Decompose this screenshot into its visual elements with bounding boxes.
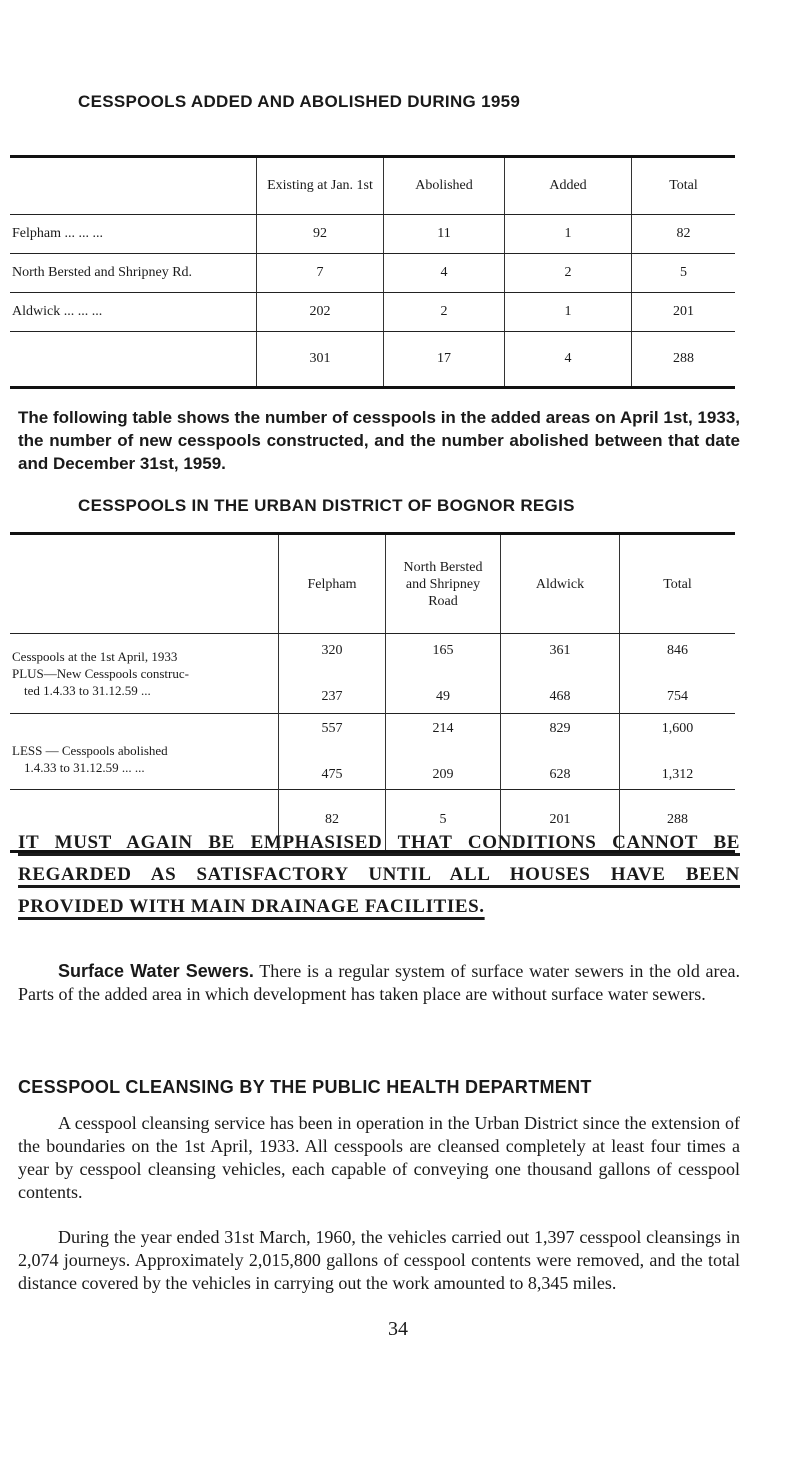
table-cesspools-added-abolished (10, 155, 735, 389)
cell-value: 468 (549, 688, 571, 704)
cell-value: 754 (667, 688, 688, 704)
row-label-line: PLUS—New Cesspools construc- (12, 666, 189, 681)
cell-existing: 92 (257, 215, 384, 254)
cell-north-bersted (386, 634, 501, 714)
row-label: Felpham ... ... ... (10, 215, 257, 254)
total-aldwick: 201 (501, 790, 620, 852)
cell-value: 829 (549, 720, 571, 736)
cell-value: 209 (432, 766, 454, 782)
header-total: Total (632, 157, 736, 215)
table-row (10, 215, 735, 254)
section-title-added-abolished: CESSPOOLS ADDED AND ABOLISHED DURING 1959 (78, 92, 521, 111)
total-abolished: 17 (384, 332, 505, 388)
row-label-line: ted 1.4.33 to 31.12.59 ... (24, 683, 151, 698)
header-blank (10, 534, 279, 634)
page-number: 34 (388, 1318, 408, 1340)
header-existing: Existing at Jan. 1st (257, 157, 384, 215)
header-north-bersted (386, 534, 501, 634)
header-abolished: Abolished (384, 157, 505, 215)
total-total: 288 (632, 332, 736, 388)
cell-value: 557 (321, 720, 343, 736)
cell-abolished: 4 (384, 254, 505, 293)
total-existing: 301 (257, 332, 384, 388)
cell-added: 2 (505, 254, 632, 293)
intro-paragraph: The following table shows the number of cesspools in the added areas on April 1st, 1933, the number of new cesspools constructed, and the number abolished between that date and December 31st, 1959. (18, 408, 740, 473)
year-summary-paragraph: During the year ended 31st March, 1960, the vehicles carried out 1,397 cesspool cleansings in 2,074 journeys. Approximately 2,015,800 gallons of cesspool contents were removed, and the total distance covered by the vehicles in carrying out the work amounted to 8,345 miles. (18, 1227, 740, 1293)
header-added: Added (505, 157, 632, 215)
table-header-row (10, 534, 735, 634)
section-title-bognor-regis: CESSPOOLS IN THE URBAN DISTRICT OF BOGNOR REGIS (78, 496, 575, 515)
cell-north-bersted (386, 714, 501, 790)
header-north-bersted-text: North Bersted and Shripney Road (403, 559, 483, 609)
surface-water-text: There is a regular system of surface water sewers in the old area. Parts of the added area in which development has taken place are without surface water sewers. (18, 961, 741, 1004)
cell-value: 165 (432, 642, 454, 658)
cell-total (620, 714, 736, 790)
cell-value: 846 (667, 642, 688, 658)
table-cesspools-bognor-regis (10, 532, 735, 853)
cell-value: 320 (321, 642, 343, 658)
cell-aldwick (501, 714, 620, 790)
table-header-row (10, 157, 735, 215)
cell-abolished: 11 (384, 215, 505, 254)
row-label-line: 1.4.33 to 31.12.59 ... ... (24, 759, 145, 775)
cell-total (620, 634, 736, 714)
cell-existing: 202 (257, 293, 384, 332)
table-row (10, 293, 735, 332)
cell-added: 1 (505, 293, 632, 332)
table-totals-row (10, 332, 735, 388)
cell-abolished: 2 (384, 293, 505, 332)
totals-label-blank (10, 332, 257, 388)
cell-aldwick (501, 634, 620, 714)
row-label-less-abolished (10, 714, 279, 790)
row-label-existing-plus-new (10, 634, 279, 714)
cell-value: 628 (549, 766, 571, 782)
table-row (10, 714, 735, 790)
table-row (10, 634, 735, 714)
surface-water-paragraph (18, 960, 740, 1006)
cell-value: 1,312 (661, 766, 694, 782)
section-title-cleansing: CESSPOOL CLEANSING BY THE PUBLIC HEALTH DEPARTMENT (18, 1077, 592, 1097)
cell-value: 1,600 (661, 720, 694, 736)
cell-value: 237 (321, 688, 343, 704)
header-aldwick: Aldwick (501, 534, 620, 634)
row-label: North Bersted and Shripney Rd. (10, 254, 257, 293)
cell-value: 49 (436, 688, 450, 704)
row-label: Aldwick ... ... ... (10, 293, 257, 332)
cell-felpham (279, 634, 386, 714)
cell-total: 5 (632, 254, 736, 293)
cell-total: 82 (632, 215, 736, 254)
total-added: 4 (505, 332, 632, 388)
total-north-bersted: 5 (386, 790, 501, 852)
total-felpham: 82 (279, 790, 386, 852)
row-label-line: Cesspools at the 1st April, 1933 (12, 649, 178, 664)
cell-value: 475 (321, 766, 343, 782)
header-blank (10, 157, 257, 215)
cell-total: 201 (632, 293, 736, 332)
cell-value: 361 (549, 642, 571, 658)
row-label-line: LESS — Cesspools abolished (12, 742, 168, 758)
table-row (10, 254, 735, 293)
surface-water-title: Surface Water Sewers. (58, 961, 254, 981)
header-total: Total (620, 534, 736, 634)
cell-existing: 7 (257, 254, 384, 293)
emphasis-statement: IT MUST AGAIN BE EMPHASISED THAT CONDITIONS CANNOT BE REGARDED AS SATISFACTORY UNTIL ALL HOUSES HAVE BEEN PROVIDED WITH MAIN DRAINAGE FACILITIES. (18, 832, 740, 917)
total-total: 288 (620, 790, 736, 852)
cell-felpham (279, 714, 386, 790)
cleansing-paragraph: A cesspool cleansing service has been in operation in the Urban District since the extension of the boundaries on the 1st April, 1933. All cesspools are cleansed completely at least four times a year by cesspool cleansing vehicles, each capable of conveying one thousand gallons of cesspool contents. (18, 1113, 740, 1202)
cell-added: 1 (505, 215, 632, 254)
header-felpham: Felpham (279, 534, 386, 634)
cell-value: 214 (432, 720, 454, 736)
